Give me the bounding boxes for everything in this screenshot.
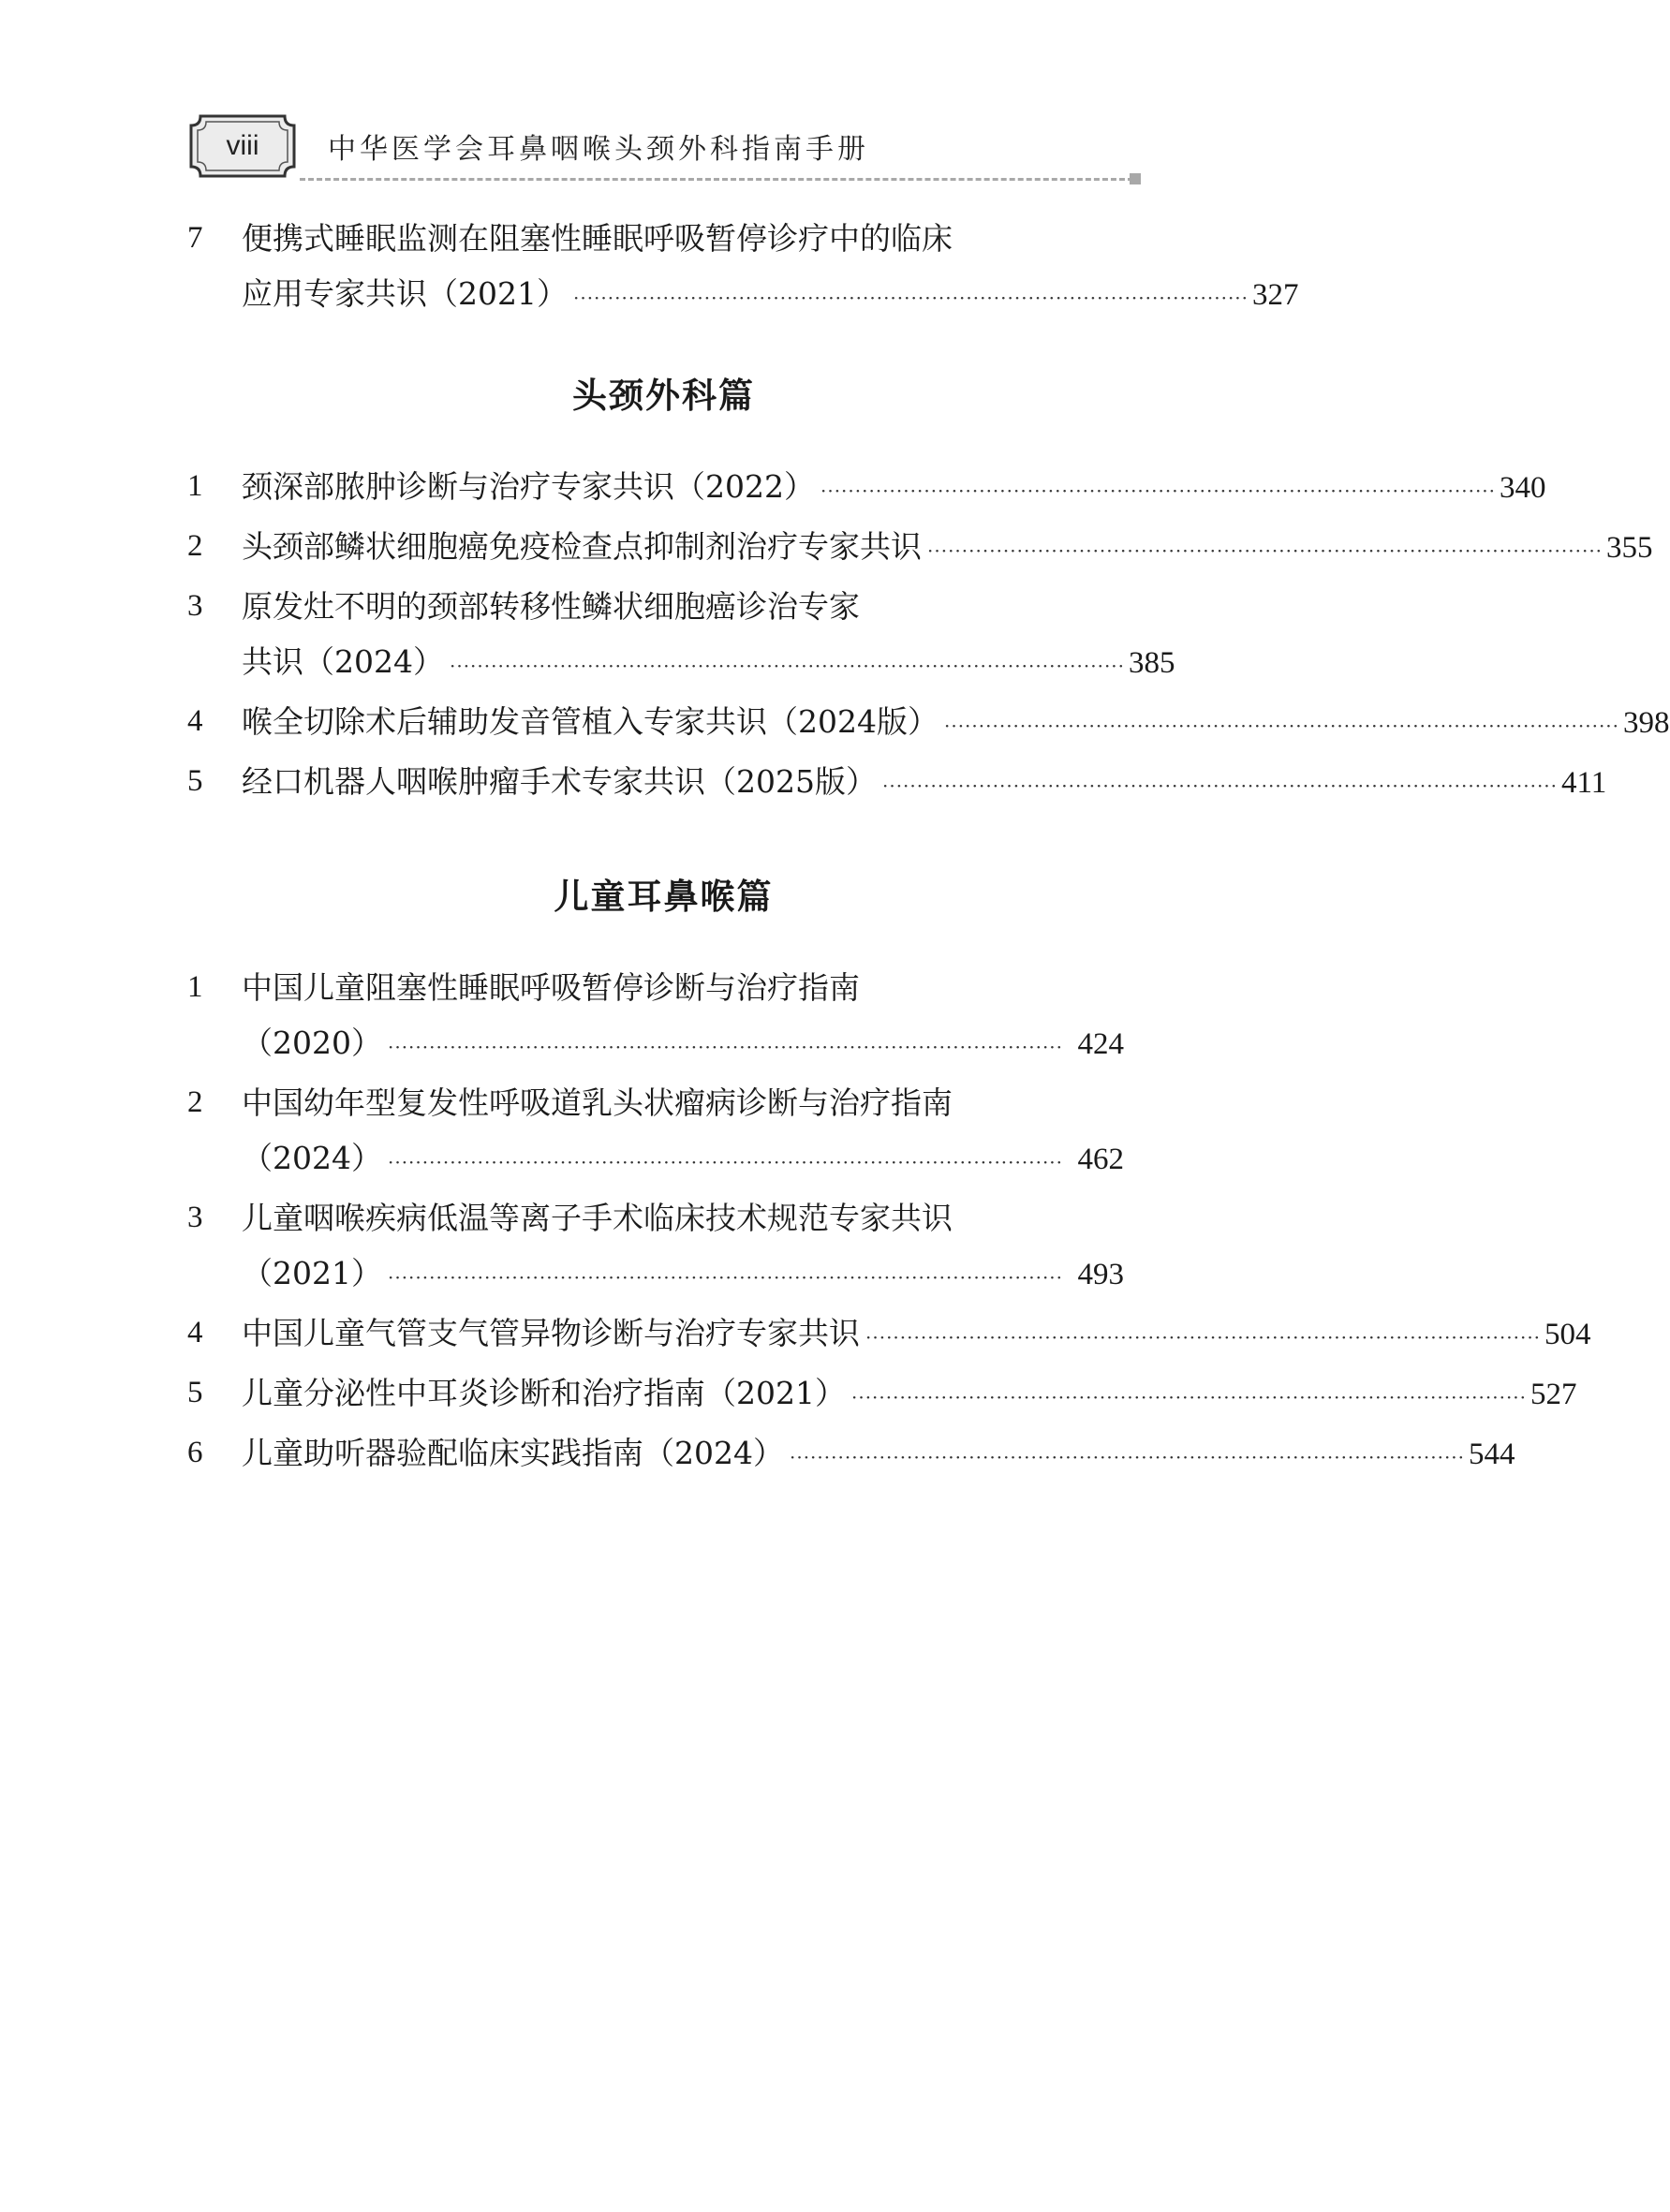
entry-index: 3 [187, 1201, 203, 1234]
entry-page: 385 [1129, 646, 1175, 680]
section-title: 儿童耳鼻喉篇 [554, 877, 774, 917]
entry-index: 1 [187, 970, 203, 1004]
entry-title: 中国幼年型复发性呼吸道乳头状瘤病诊断与治疗指南 [242, 1084, 953, 1121]
entry-title-cont: （2021） [242, 1255, 382, 1291]
toc-content [187, 211, 1670, 1485]
toc-entry[interactable] [187, 519, 1653, 579]
entry-page: 340 [1500, 471, 1546, 505]
entry-index: 1 [187, 469, 203, 503]
entry-title: 中国儿童阻塞性睡眠呼吸暂停诊断与治疗指南 [242, 969, 860, 1006]
entry-title: 便携式睡眠监测在阻塞性睡眠呼吸暂停诊疗中的临床 [242, 220, 953, 257]
entry-page: 493 [1077, 1258, 1124, 1291]
entry-title-cont: （2020） [242, 1025, 382, 1061]
toc-entry[interactable] [187, 1190, 1124, 1305]
toc-entry[interactable] [187, 211, 1299, 326]
entry-index: 3 [187, 589, 203, 623]
toc-entry[interactable] [187, 1075, 1124, 1190]
entry-title-cont: 共识（2024） [242, 643, 444, 680]
entry-page: 355 [1606, 531, 1653, 565]
entry-title: 喉全切除术后辅助发音管植入专家共识（2024版） [242, 703, 938, 740]
entry-page: 544 [1469, 1438, 1515, 1471]
dot-leader: ·································································································· [449, 655, 1126, 677]
entry-title: 头颈部鳞状细胞癌免疫检查点抑制剂治疗专家共识 [242, 528, 922, 565]
toc-entry[interactable] [187, 1425, 1515, 1485]
entry-title: 原发灶不明的颈部转移性鳞状细胞癌诊治专家 [242, 588, 860, 625]
entry-index: 5 [187, 1376, 203, 1409]
entry-index: 2 [187, 1085, 203, 1119]
entry-index: 5 [187, 764, 203, 798]
dot-leader: ·································································································· [865, 1326, 1542, 1349]
dot-leader: ·································································································· [387, 1036, 1064, 1058]
entry-page: 527 [1530, 1378, 1577, 1411]
running-header [187, 105, 1143, 189]
entry-title-cont: （2024） [242, 1140, 382, 1176]
section-title: 头颈外科篇 [572, 376, 755, 416]
entry-title: 儿童助听器验配临床实践指南（2024） [242, 1435, 784, 1471]
toc-entry[interactable] [187, 694, 1670, 754]
toc-entry[interactable] [187, 754, 1607, 814]
entry-page: 462 [1077, 1143, 1124, 1176]
dot-leader: ·································································································· [881, 774, 1559, 797]
page-number-badge [187, 112, 298, 180]
header-divider-end [1130, 173, 1141, 184]
entry-page: 424 [1077, 1027, 1124, 1061]
entry-page: 411 [1561, 766, 1607, 800]
dot-leader: ·································································································· [820, 479, 1497, 502]
toc-entry[interactable] [187, 1305, 1591, 1365]
toc-entry[interactable] [187, 579, 1175, 694]
entry-page: 504 [1544, 1318, 1591, 1351]
entry-title: 儿童咽喉疾病低温等离子手术临床技术规范专家共识 [242, 1200, 953, 1236]
dot-leader: ·································································································· [927, 539, 1603, 562]
entry-page: 327 [1252, 278, 1299, 312]
entry-index: 7 [187, 221, 203, 255]
entry-index: 4 [187, 704, 203, 738]
entry-index: 6 [187, 1436, 203, 1469]
entry-title: 经口机器人咽喉肿瘤手术专家共识（2025版） [242, 763, 877, 800]
dot-leader: ·································································································· [850, 1386, 1528, 1408]
entry-title: 儿童分泌性中耳炎诊断和治疗指南（2021） [242, 1375, 846, 1411]
entry-title-cont: 应用专家共识（2021） [242, 275, 568, 312]
entry-index: 4 [187, 1316, 203, 1349]
entry-index: 2 [187, 529, 203, 563]
book-title: 中华医学会耳鼻咽喉头颈外科指南手册 [328, 133, 869, 166]
entry-title: 中国儿童气管支气管异物诊断与治疗专家共识 [242, 1315, 860, 1351]
toc-entry[interactable] [187, 459, 1546, 519]
dot-leader: ·································································································· [789, 1446, 1466, 1468]
dot-leader: ·································································································· [572, 287, 1249, 309]
page-number: viii [226, 130, 259, 161]
entry-title: 颈深部脓肿诊断与治疗专家共识（2022） [242, 468, 815, 505]
toc-entry[interactable] [187, 960, 1124, 1075]
dot-leader: ·································································································· [387, 1151, 1064, 1173]
header-divider [300, 178, 1133, 181]
toc-entry[interactable] [187, 1365, 1577, 1425]
dot-leader: ·································································································· [387, 1266, 1064, 1289]
entry-page: 398 [1623, 706, 1670, 740]
dot-leader: ·································································································· [943, 715, 1620, 737]
